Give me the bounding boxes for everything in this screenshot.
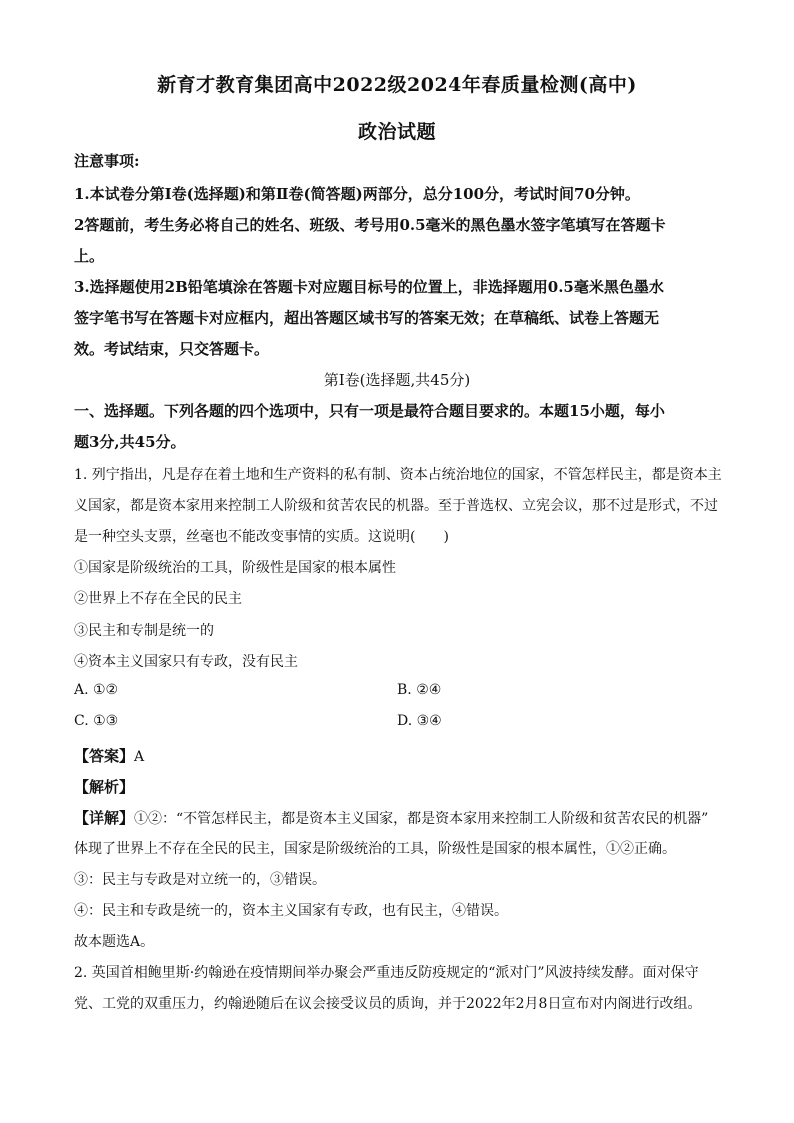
notice-line-5: 签字笔书写在答题卡对应框内，超出答题区域书写的答案无效；在草稿纸、试卷上答题无	[74, 309, 660, 327]
notice-line-3: 上。	[74, 247, 105, 265]
q1-stem-2: 义国家，都是资本家用来控制工人阶级和贫苦农民的机器。至于普选权、立宪会议，那不过是形式，不过	[74, 498, 718, 514]
q1-statement-3: ③民主和专制是统一的	[74, 623, 214, 639]
answer-value: A	[134, 749, 145, 765]
section-instruction-1: 一、选择题。下列各题的四个选项中，只有一项是最符合题目要求的。本题15小题，每小	[74, 402, 665, 420]
section-instruction-2: 题3分,共45分。	[74, 433, 186, 451]
exam-title: 新育才教育集团高中2022级2024年春质量检测(高中)	[157, 74, 637, 96]
part1-title: 第Ⅰ卷(选择题,共45分)	[323, 371, 471, 389]
notice-heading: 注意事项:	[74, 152, 140, 170]
q1-statement-2: ②世界上不存在全民的民主	[74, 591, 242, 607]
q2-stem-1: 2. 英国首相鲍里斯·约翰逊在疫情期间举办聚会严重违反防疫规定的“派对门”风波持续发酵。面对保守	[74, 965, 699, 981]
q1-stem-1: 1. 列宁指出，凡是存在着土地和生产资料的私有制、资本占统治地位的国家，不管怎样民主，都是资本主	[74, 467, 722, 483]
q1-option-d: D. ③④	[397, 713, 442, 729]
detail-tag: 【详解】	[74, 809, 135, 827]
detail-text-1: ①②：“不管怎样民主，都是资本主义国家，都是资本家用来控制工人阶级和贫苦农民的机器”	[134, 811, 709, 827]
notice-line-4: 3.选择题使用2B铅笔填涂在答题卡对应题目标号的位置上，非选择题用0.5毫米黑色墨水	[74, 278, 664, 296]
q1-option-c: C. ①③	[74, 713, 119, 729]
notice-line-1: 1.本试卷分第Ⅰ卷(选择题)和第Ⅱ卷(简答题)两部分，总分100分，考试时间70分钟。	[74, 185, 640, 203]
q1-answer	[74, 745, 720, 766]
notice-line-6: 效。考试结束，只交答题卡。	[74, 340, 270, 358]
q2-stem-2: 党、工党的双重压力，约翰逊随后在议会接受议员的质询，并于2022年2月8日宣布对内阁进行改组。	[74, 996, 702, 1012]
q1-detail-1	[74, 807, 720, 828]
q1-option-b: B. ②④	[397, 682, 442, 698]
q1-detail-5: 故本题选A。	[74, 934, 155, 950]
analysis-tag: 【解析】	[74, 778, 135, 796]
q1-detail-4: ④：民主和专政是统一的，资本主义国家有专政，也有民主，④错误。	[74, 903, 508, 919]
q1-statement-1: ①国家是阶级统治的工具，阶级性是国家的根本属性	[74, 560, 396, 576]
q1-detail-2: 体现了世界上不存在全民的民主，国家是阶级统治的工具，阶级性是国家的根本属性，①②正确。	[74, 841, 676, 857]
q1-analysis	[74, 776, 720, 797]
answer-tag: 【答案】	[74, 747, 135, 765]
q1-stem-3: 是一种空头支票，丝毫也不能改变事情的实质。这说明( )	[74, 529, 449, 545]
notice-line-2: 2答题前，考生务必将自己的姓名、班级、考号用0.5毫米的黑色墨水签字笔填写在答题卡	[74, 216, 666, 234]
q1-option-a: A. ①②	[74, 682, 119, 698]
exam-subject: 政治试题	[357, 121, 436, 143]
q1-detail-3: ③：民主与专政是对立统一的，③错误。	[74, 872, 326, 888]
q1-statement-4: ④资本主义国家只有专政，没有民主	[74, 654, 298, 670]
